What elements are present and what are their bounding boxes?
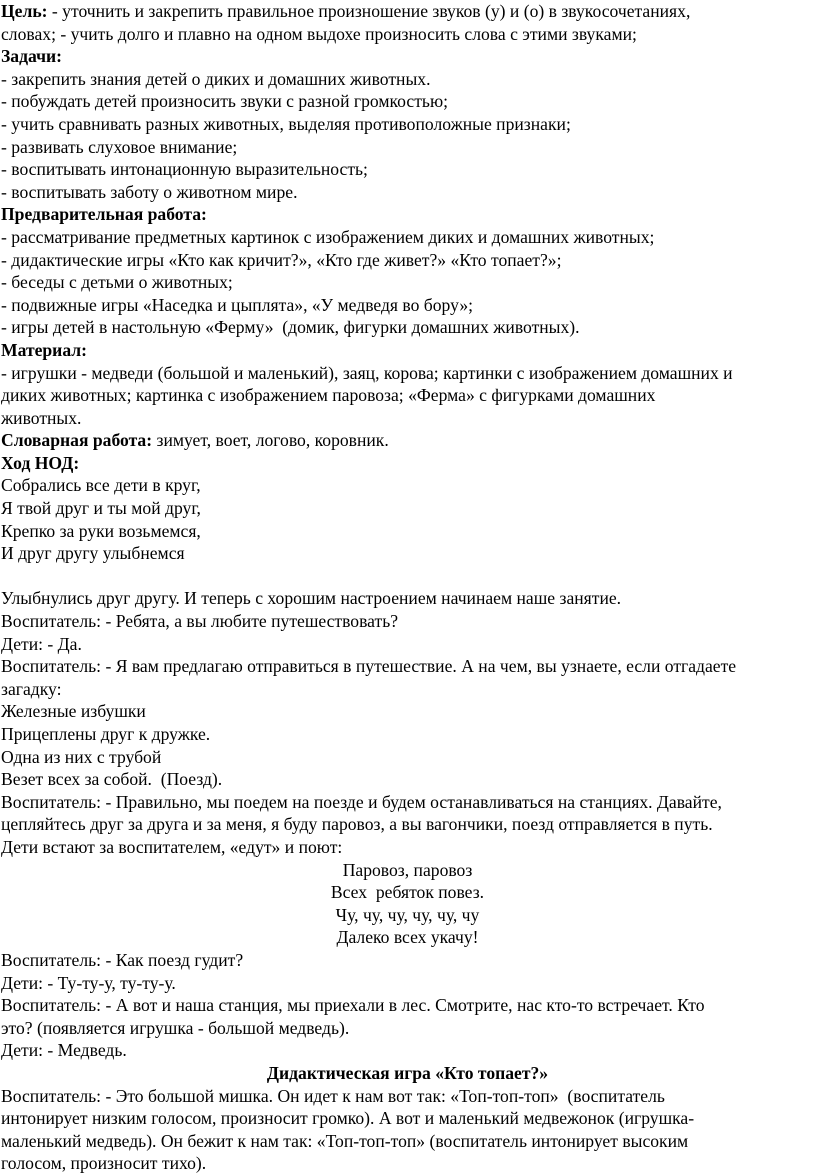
text-line: Воспитатель: - А вот и наша станция, мы приехали в лес. Смотрите, нас кто-то встречает. Кто (1, 995, 705, 1016)
prep-item: - рассматривание предметных картинок с изображением диких и домашних животных; (1, 226, 655, 247)
text-line: Воспитатель: - Правильно, мы поедем на поезде и будем останавливаться на станциях. Давайте, (1, 791, 722, 812)
text-line: Дети встают за воспитателем, «едут» и поют: (1, 836, 343, 857)
text-line: Дети: - Медведь. (1, 1040, 127, 1061)
poem-line: Я твой друг и ты мой друг, (1, 498, 201, 519)
prep-item: - игры детей в настольную «Ферму» (домик, фигурки домашних животных). (1, 317, 580, 338)
poem-line: Крепко за руки возьмемся, (1, 520, 201, 541)
riddle-line: Прицеплены друг к дружке. (1, 724, 211, 744)
text-line: Улыбнулись друг другу. И теперь с хорошим настроением начинаем наше занятие. (1, 588, 622, 609)
blank-line (1, 565, 814, 588)
task-item: - развивать слуховое внимание; (1, 136, 238, 157)
text-line: голосом, произносит тихо). (1, 1153, 207, 1174)
text-line: Дети: - Да. (1, 633, 82, 654)
prep-heading: Предварительная работа: (1, 204, 207, 225)
vocab-line (1, 429, 814, 452)
text-line: интонирует низким голосом, произносит громко). А вот и маленький медвежонок (игрушка- (1, 1108, 695, 1129)
riddle-line: Одна из них с трубой (1, 746, 162, 767)
text-line: Дети: - Ту-ту-у, ту-ту-у. (1, 972, 176, 993)
prep-item: - подвижные игры «Наседка и цыплята», «У медведя во бору»; (1, 294, 474, 315)
goal-line-1 (1, 0, 814, 23)
song-line: Паровоз, паровоз (342, 859, 473, 880)
text-line: Воспитатель: - Это большой мишка. Он идет к нам вот так: «Топ-топ-топ» (воспитатель (1, 1085, 665, 1106)
task-item: - учить сравнивать разных животных, выделяя противоположные признаки; (1, 113, 571, 134)
game-title: Дидактическая игра «Кто топает?» (266, 1062, 549, 1083)
prep-item: - дидактические игры «Кто как кричит?», «Кто где живет?» «Кто топает?»; (1, 249, 562, 270)
song-line: Далеко всех укачу! (336, 927, 479, 948)
tasks-heading: Задачи: (1, 46, 62, 67)
material-line-3: животных. (1, 407, 82, 428)
text-line: маленький медведь). Он бежит к нам так: «Топ-топ-топ» (воспитатель интонирует высоким (1, 1130, 689, 1151)
text-line: Воспитатель: - Как поезд гудит? (1, 949, 244, 970)
text-line: Воспитатель: - Я вам предлагаю отправиться в путешествие. А на чем, вы узнаете, если отгадаете (1, 656, 737, 677)
task-item: - закрепить знания детей о диких и домашних животных. (1, 68, 431, 89)
goal-text-1: - уточнить и закрепить правильное произношение звуков (у) и (о) в звукосочетаниях, (47, 1, 691, 21)
song-line: Чу, чу, чу, чу, чу, чу (335, 904, 480, 925)
text-line: цепляйтесь друг за друга и за меня, я буду паровоз, а вы вагончики, поезд отправляется в путь. (1, 814, 713, 835)
goal-line-2: словах; - учить долго и плавно на одном выдохе произносить слова с этими звуками; (1, 23, 637, 44)
poem-line: И друг другу улыбнемся (1, 543, 185, 564)
goal-label: Цель: (1, 1, 48, 21)
text-line: загадку: (1, 678, 62, 699)
course-heading: Ход НОД: (1, 452, 80, 473)
task-item: - воспитывать заботу о животном мире. (1, 181, 298, 202)
text-line: это? (появляется игрушка - большой медведь). (1, 1017, 350, 1038)
riddle-line: Железные избушки (1, 701, 146, 722)
riddle-line: Везет всех за собой. (Поезд). (1, 769, 223, 790)
vocab-text: зимует, воет, логово, коровник. (152, 430, 389, 451)
text-line: Воспитатель: - Ребята, а вы любите путешествовать? (1, 611, 399, 632)
material-line-1: - игрушки - медведи (большой и маленький), заяц, корова; картинки с изображением домашних и (1, 362, 733, 383)
song-line: Всех ребяток повез. (330, 882, 485, 903)
task-item: - воспитывать интонационную выразительность; (1, 159, 368, 180)
material-heading: Материал: (1, 339, 88, 360)
task-item: - побуждать детей произносить звуки с разной громкостью; (1, 91, 448, 112)
vocab-label: Словарная работа: (1, 430, 153, 451)
prep-item: - беседы с детьми о животных; (1, 272, 233, 293)
material-line-2: диких животных; картинка с изображением паровоза; «Ферма» с фигурками домашних (1, 385, 656, 406)
poem-line: Собрались все дети в круг, (1, 475, 201, 496)
